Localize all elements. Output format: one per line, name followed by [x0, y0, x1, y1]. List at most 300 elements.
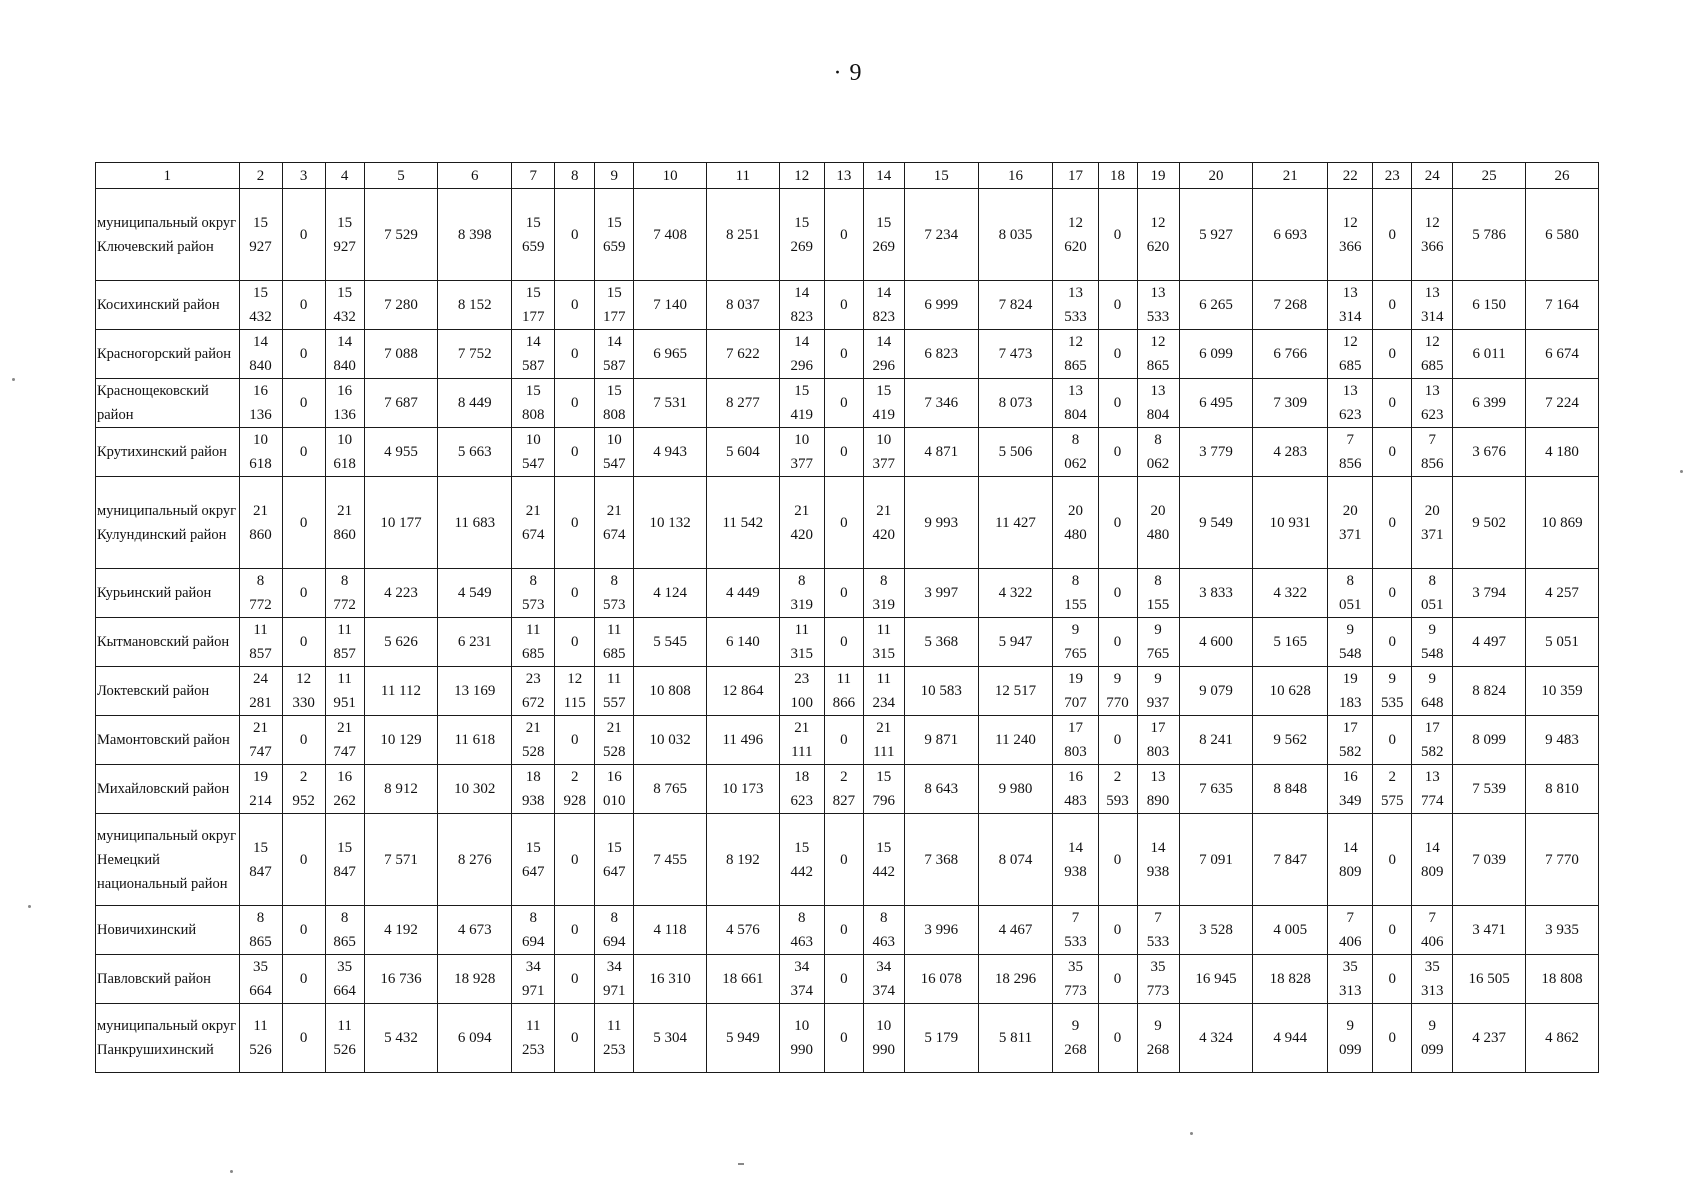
table-cell: 18 808 [1526, 955, 1599, 1004]
table-row [96, 569, 1599, 618]
table-cell: 15 177 [595, 281, 634, 330]
table-cell: 0 [1098, 428, 1137, 477]
table-cell: 4 257 [1526, 569, 1599, 618]
column-header: 25 [1453, 163, 1526, 189]
table-cell: 7 635 [1179, 765, 1253, 814]
data-table [95, 162, 1599, 1073]
table-cell: 12 620 [1137, 189, 1179, 281]
table-cell: 7 571 [364, 814, 438, 906]
row-name: Кытмановский район [96, 618, 240, 667]
table-cell: 34 971 [512, 955, 555, 1004]
row-name: муниципальный округ Немецкий национальный район [96, 814, 240, 906]
table-cell: 4 322 [1253, 569, 1328, 618]
table-cell: 9 765 [1137, 618, 1179, 667]
table-cell: 8 319 [779, 569, 824, 618]
table-cell: 0 [555, 814, 595, 906]
table-cell: 13 804 [1053, 379, 1098, 428]
column-header: 13 [824, 163, 863, 189]
table-cell: 6 265 [1179, 281, 1253, 330]
table-cell: 4 467 [978, 906, 1053, 955]
table-cell: 10 032 [634, 716, 707, 765]
table-cell: 12 517 [978, 667, 1053, 716]
table-cell: 4 180 [1526, 428, 1599, 477]
table-cell: 12 366 [1412, 189, 1453, 281]
table-cell: 5 927 [1179, 189, 1253, 281]
table-cell: 0 [282, 428, 325, 477]
table-cell: 8 155 [1137, 569, 1179, 618]
table-cell: 16 483 [1053, 765, 1098, 814]
table-cell: 0 [824, 906, 863, 955]
table-cell: 12 366 [1328, 189, 1373, 281]
table-cell: 3 833 [1179, 569, 1253, 618]
table-cell: 12 330 [282, 667, 325, 716]
column-header: 2 [239, 163, 282, 189]
table-cell: 18 938 [512, 765, 555, 814]
table-cell: 3 779 [1179, 428, 1253, 477]
table-cell: 0 [824, 1004, 863, 1073]
row-name: Локтевский район [96, 667, 240, 716]
table-cell: 0 [1373, 428, 1412, 477]
table-cell: 9 268 [1137, 1004, 1179, 1073]
table-cell: 4 576 [706, 906, 779, 955]
table-cell: 2 827 [824, 765, 863, 814]
table-cell: 4 955 [364, 428, 438, 477]
table-cell: 16 349 [1328, 765, 1373, 814]
table-cell: 8 912 [364, 765, 438, 814]
column-header: 11 [706, 163, 779, 189]
table-cell: 3 676 [1453, 428, 1526, 477]
table-cell: 0 [1098, 189, 1137, 281]
table-cell: 13 169 [438, 667, 512, 716]
table-cell: 11 683 [438, 477, 512, 569]
table-cell: 0 [1098, 1004, 1137, 1073]
table-cell: 21 860 [239, 477, 282, 569]
table-cell: 0 [1098, 906, 1137, 955]
table-cell: 12 685 [1328, 330, 1373, 379]
column-header: 8 [555, 163, 595, 189]
table-cell: 0 [555, 1004, 595, 1073]
table-cell: 15 847 [325, 814, 364, 906]
table-cell: 0 [1373, 955, 1412, 1004]
table-cell: 8 062 [1137, 428, 1179, 477]
table-cell: 12 865 [1053, 330, 1098, 379]
table-cell: 7 529 [364, 189, 438, 281]
table-cell: 7 856 [1328, 428, 1373, 477]
table-cell: 0 [1098, 281, 1137, 330]
table-cell: 9 871 [904, 716, 978, 765]
table-cell: 7 309 [1253, 379, 1328, 428]
column-header: 23 [1373, 163, 1412, 189]
table-cell: 8 573 [595, 569, 634, 618]
table-cell: 4 118 [634, 906, 707, 955]
table-cell: 3 935 [1526, 906, 1599, 955]
table-cell: 4 237 [1453, 1004, 1526, 1073]
table-cell: 8 277 [706, 379, 779, 428]
table-cell: 0 [824, 281, 863, 330]
table-cell: 6 140 [706, 618, 779, 667]
table-cell: 3 794 [1453, 569, 1526, 618]
table-cell: 8 463 [863, 906, 904, 955]
table-cell: 15 269 [779, 189, 824, 281]
table-cell: 8 241 [1179, 716, 1253, 765]
table-cell: 8 398 [438, 189, 512, 281]
table-cell: 34 374 [779, 955, 824, 1004]
table-cell: 5 604 [706, 428, 779, 477]
table-cell: 2 593 [1098, 765, 1137, 814]
table-cell: 10 377 [779, 428, 824, 477]
table-cell: 6 150 [1453, 281, 1526, 330]
table-cell: 3 528 [1179, 906, 1253, 955]
table-cell: 14 587 [595, 330, 634, 379]
table-cell: 7 268 [1253, 281, 1328, 330]
table-cell: 7 847 [1253, 814, 1328, 906]
table-cell: 14 296 [779, 330, 824, 379]
table-cell: 9 099 [1412, 1004, 1453, 1073]
table-cell: 8 074 [978, 814, 1053, 906]
table-cell: 0 [1098, 477, 1137, 569]
table-cell: 8 824 [1453, 667, 1526, 716]
table-cell: 11 496 [706, 716, 779, 765]
table-cell: 8 765 [634, 765, 707, 814]
table-cell: 13 623 [1328, 379, 1373, 428]
table-cell: 15 442 [863, 814, 904, 906]
table-cell: 14 938 [1137, 814, 1179, 906]
table-row [96, 814, 1599, 906]
column-header: 14 [863, 163, 904, 189]
table-cell: 17 803 [1137, 716, 1179, 765]
table-cell: 23 672 [512, 667, 555, 716]
table-cell: 0 [282, 955, 325, 1004]
row-name: Павловский район [96, 955, 240, 1004]
column-header: 16 [978, 163, 1053, 189]
table-cell: 7 473 [978, 330, 1053, 379]
table-cell: 0 [555, 379, 595, 428]
table-cell: 8 810 [1526, 765, 1599, 814]
table-cell: 0 [282, 1004, 325, 1073]
table-cell: 8 251 [706, 189, 779, 281]
table-cell: 20 371 [1412, 477, 1453, 569]
table-cell: 21 420 [863, 477, 904, 569]
table-cell: 21 674 [512, 477, 555, 569]
table-cell: 19 183 [1328, 667, 1373, 716]
table-cell: 10 869 [1526, 477, 1599, 569]
table-cell: 6 495 [1179, 379, 1253, 428]
table-cell: 9 099 [1328, 1004, 1373, 1073]
table-cell: 35 664 [325, 955, 364, 1004]
table-cell: 4 324 [1179, 1004, 1253, 1073]
table-cell: 13 890 [1137, 765, 1179, 814]
column-header: 4 [325, 163, 364, 189]
row-name: муниципальный округ Ключевский район [96, 189, 240, 281]
table-row [96, 667, 1599, 716]
table-cell: 7 531 [634, 379, 707, 428]
table-cell: 17 803 [1053, 716, 1098, 765]
table-cell: 4 600 [1179, 618, 1253, 667]
table-cell: 0 [1373, 281, 1412, 330]
table-cell: 7 770 [1526, 814, 1599, 906]
table-cell: 15 647 [512, 814, 555, 906]
table-cell: 9 993 [904, 477, 978, 569]
table-cell: 0 [1373, 618, 1412, 667]
table-cell: 11 240 [978, 716, 1053, 765]
table-cell: 0 [555, 716, 595, 765]
table-cell: 9 483 [1526, 716, 1599, 765]
column-header: 3 [282, 163, 325, 189]
table-cell: 15 808 [512, 379, 555, 428]
table-cell: 7 346 [904, 379, 978, 428]
table-cell: 0 [282, 281, 325, 330]
column-header: 5 [364, 163, 438, 189]
table-cell: 8 099 [1453, 716, 1526, 765]
table-cell: 6 965 [634, 330, 707, 379]
table-cell: 15 269 [863, 189, 904, 281]
table-cell: 8 035 [978, 189, 1053, 281]
table-cell: 8 062 [1053, 428, 1098, 477]
table-cell: 8 848 [1253, 765, 1328, 814]
table-cell: 0 [282, 569, 325, 618]
column-header: 7 [512, 163, 555, 189]
column-header: 17 [1053, 163, 1098, 189]
table-row [96, 330, 1599, 379]
table-cell: 8 573 [512, 569, 555, 618]
table-cell: 10 129 [364, 716, 438, 765]
table-cell: 16 078 [904, 955, 978, 1004]
column-header: 1 [96, 163, 240, 189]
table-cell: 12 865 [1137, 330, 1179, 379]
table-cell: 16 505 [1453, 955, 1526, 1004]
table-cell: 0 [824, 379, 863, 428]
table-cell: 11 526 [239, 1004, 282, 1073]
table-cell: 18 661 [706, 955, 779, 1004]
table-cell: 16 136 [239, 379, 282, 428]
scan-speck [738, 1163, 744, 1165]
table-cell: 0 [1373, 569, 1412, 618]
table-cell: 0 [1098, 618, 1137, 667]
table-row [96, 189, 1599, 281]
table-cell: 9 765 [1053, 618, 1098, 667]
table-cell: 12 864 [706, 667, 779, 716]
column-header: 19 [1137, 163, 1179, 189]
table-row [96, 477, 1599, 569]
table-cell: 3 996 [904, 906, 978, 955]
table-cell: 5 179 [904, 1004, 978, 1073]
table-cell: 21 747 [239, 716, 282, 765]
table-cell: 0 [555, 618, 595, 667]
table-cell: 7 088 [364, 330, 438, 379]
column-header: 6 [438, 163, 512, 189]
table-cell: 10 547 [595, 428, 634, 477]
table-cell: 9 937 [1137, 667, 1179, 716]
table-cell: 8 694 [595, 906, 634, 955]
table-cell: 8 694 [512, 906, 555, 955]
table-cell: 9 079 [1179, 667, 1253, 716]
table-cell: 12 115 [555, 667, 595, 716]
table-cell: 0 [824, 814, 863, 906]
table-cell: 6 099 [1179, 330, 1253, 379]
table-cell: 20 371 [1328, 477, 1373, 569]
table-cell: 5 051 [1526, 618, 1599, 667]
table-cell: 14 840 [325, 330, 364, 379]
table-cell: 7 856 [1412, 428, 1453, 477]
column-header: 15 [904, 163, 978, 189]
table-cell: 5 663 [438, 428, 512, 477]
table-cell: 21 111 [779, 716, 824, 765]
table-cell: 7 280 [364, 281, 438, 330]
table-header-row [96, 163, 1599, 189]
table-cell: 8 865 [325, 906, 364, 955]
table-cell: 0 [555, 569, 595, 618]
table-cell: 16 736 [364, 955, 438, 1004]
table-cell: 5 545 [634, 618, 707, 667]
table-cell: 0 [555, 477, 595, 569]
table-cell: 0 [555, 428, 595, 477]
table-cell: 12 685 [1412, 330, 1453, 379]
table-cell: 0 [282, 906, 325, 955]
table-cell: 8 772 [325, 569, 364, 618]
table-cell: 15 659 [595, 189, 634, 281]
table-cell: 9 548 [1328, 618, 1373, 667]
table-cell: 2 575 [1373, 765, 1412, 814]
table-cell: 8 037 [706, 281, 779, 330]
table-cell: 6 580 [1526, 189, 1599, 281]
table-cell: 0 [824, 330, 863, 379]
table-cell: 8 463 [779, 906, 824, 955]
scan-speck [1680, 470, 1683, 473]
table-cell: 7 824 [978, 281, 1053, 330]
scan-speck [1190, 1132, 1193, 1135]
table-cell: 7 406 [1412, 906, 1453, 955]
table-cell: 0 [1098, 569, 1137, 618]
table-cell: 8 772 [239, 569, 282, 618]
table-cell: 14 823 [863, 281, 904, 330]
table-cell: 35 313 [1412, 955, 1453, 1004]
table-cell: 8 155 [1053, 569, 1098, 618]
scan-speck [28, 905, 31, 908]
table-cell: 0 [282, 330, 325, 379]
table-cell: 2 928 [555, 765, 595, 814]
table-cell: 14 809 [1328, 814, 1373, 906]
column-header: 20 [1179, 163, 1253, 189]
row-name: Мамонтовский район [96, 716, 240, 765]
row-name: Косихинский район [96, 281, 240, 330]
column-header: 9 [595, 163, 634, 189]
table-cell: 5 947 [978, 618, 1053, 667]
table-cell: 19 707 [1053, 667, 1098, 716]
table-cell: 9 268 [1053, 1004, 1098, 1073]
table-cell: 11 112 [364, 667, 438, 716]
table-cell: 0 [1098, 716, 1137, 765]
table-cell: 10 990 [863, 1004, 904, 1073]
table-cell: 11 685 [512, 618, 555, 667]
table-cell: 15 808 [595, 379, 634, 428]
table-cell: 21 674 [595, 477, 634, 569]
table-cell: 0 [824, 955, 863, 1004]
table-cell: 21 528 [595, 716, 634, 765]
table-cell: 4 871 [904, 428, 978, 477]
table-cell: 8 449 [438, 379, 512, 428]
table-cell: 35 773 [1137, 955, 1179, 1004]
table-cell: 14 823 [779, 281, 824, 330]
table-cell: 5 626 [364, 618, 438, 667]
table-cell: 19 214 [239, 765, 282, 814]
table-cell: 7 687 [364, 379, 438, 428]
table-row [96, 379, 1599, 428]
table-cell: 15 659 [512, 189, 555, 281]
table-cell: 0 [555, 281, 595, 330]
table-cell: 21 860 [325, 477, 364, 569]
table-cell: 0 [824, 618, 863, 667]
table-cell: 3 471 [1453, 906, 1526, 955]
table-cell: 5 506 [978, 428, 1053, 477]
table-cell: 0 [824, 477, 863, 569]
table-cell: 0 [555, 955, 595, 1004]
table-cell: 34 971 [595, 955, 634, 1004]
table-cell: 7 164 [1526, 281, 1599, 330]
row-name: Михайловский район [96, 765, 240, 814]
table-cell: 21 528 [512, 716, 555, 765]
table-cell: 11 618 [438, 716, 512, 765]
table-cell: 7 406 [1328, 906, 1373, 955]
table-cell: 7 752 [438, 330, 512, 379]
table-cell: 11 253 [595, 1004, 634, 1073]
table-cell: 13 804 [1137, 379, 1179, 428]
table-cell: 2 952 [282, 765, 325, 814]
table-cell: 6 674 [1526, 330, 1599, 379]
table-cell: 34 374 [863, 955, 904, 1004]
table-cell: 10 377 [863, 428, 904, 477]
table-cell: 11 526 [325, 1004, 364, 1073]
table-cell: 8 643 [904, 765, 978, 814]
table-cell: 13 533 [1137, 281, 1179, 330]
table-cell: 0 [555, 189, 595, 281]
row-name: Краснощековский район [96, 379, 240, 428]
table-cell: 24 281 [239, 667, 282, 716]
table-cell: 21 111 [863, 716, 904, 765]
table-cell: 16 010 [595, 765, 634, 814]
table-cell: 15 442 [779, 814, 824, 906]
table-cell: 4 944 [1253, 1004, 1328, 1073]
table-cell: 8 051 [1328, 569, 1373, 618]
table-cell: 9 648 [1412, 667, 1453, 716]
table-cell: 15 432 [239, 281, 282, 330]
table-cell: 0 [555, 906, 595, 955]
table-cell: 0 [824, 569, 863, 618]
table-cell: 18 296 [978, 955, 1053, 1004]
table-cell: 13 314 [1412, 281, 1453, 330]
table-cell: 0 [1098, 330, 1137, 379]
table-cell: 0 [1373, 814, 1412, 906]
table-cell: 4 223 [364, 569, 438, 618]
table-cell: 0 [282, 477, 325, 569]
table-cell: 0 [282, 618, 325, 667]
table-row [96, 281, 1599, 330]
table-cell: 10 990 [779, 1004, 824, 1073]
table-body [96, 163, 1599, 1073]
table-cell: 17 582 [1328, 716, 1373, 765]
row-name: Новичихинский [96, 906, 240, 955]
table-cell: 8 192 [706, 814, 779, 906]
table-cell: 0 [555, 330, 595, 379]
table-cell: 15 432 [325, 281, 364, 330]
table-cell: 6 231 [438, 618, 512, 667]
table-cell: 15 647 [595, 814, 634, 906]
table-cell: 11 315 [863, 618, 904, 667]
table-cell: 4 283 [1253, 428, 1328, 477]
table-cell: 6 823 [904, 330, 978, 379]
table-cell: 15 419 [779, 379, 824, 428]
table-cell: 18 828 [1253, 955, 1328, 1004]
table-cell: 0 [282, 814, 325, 906]
